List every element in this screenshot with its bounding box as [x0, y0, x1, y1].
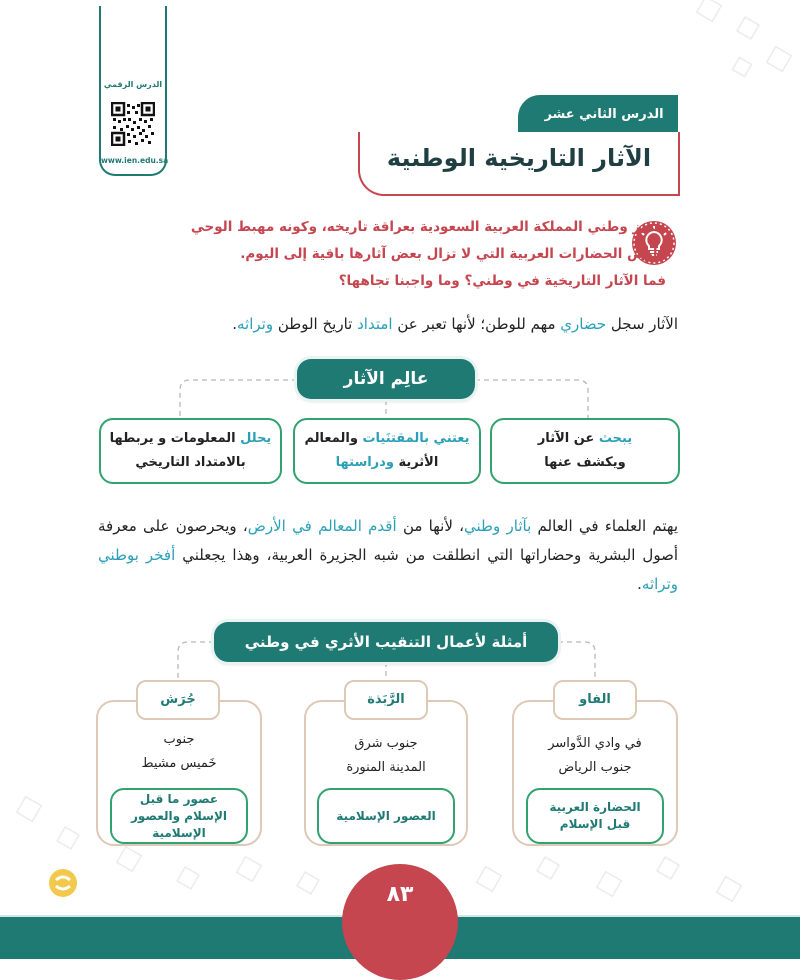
lesson-number-label: الدرس الثاني عشر: [544, 107, 664, 122]
site-era: الحضارة العربية قبل الإسلام: [549, 800, 641, 831]
site-location-line: جنوب الرياض: [558, 760, 632, 775]
archaeologist-pill: عالِم الآثار: [297, 359, 475, 399]
intro-line-2: وأرض الحضارات العربية التي لا تزال بعض آثارها باقية إلى اليوم.: [240, 246, 666, 262]
site-era-badge: [526, 788, 664, 844]
highlight-word: وتراثه: [237, 315, 274, 333]
lesson-title: الآثار التاريخية الوطنية: [386, 144, 652, 172]
page-number-badge: [342, 864, 458, 980]
role-highlight: يحلل: [240, 431, 272, 446]
digital-lesson-label: الدرس الرقمي: [103, 80, 163, 89]
paragraph-text: ، ويحرصون على معرفة أصول البشرية وحضاراتها التي انطلقت من شبه الجزيرة العربية، وهذا يجعلني: [98, 517, 678, 564]
paragraph-text: .: [232, 315, 237, 333]
site-location-line: جنوب: [163, 732, 195, 747]
digital-lesson-url[interactable]: www.ien.edu.sa: [101, 156, 169, 165]
site-location: [304, 732, 468, 780]
site-era: العصور الإسلامية: [336, 808, 436, 823]
site-location-line: جنوب شرق: [354, 736, 418, 751]
paragraph-text: يهتم العلماء في العالم: [531, 517, 678, 535]
site-location-line: المدينة المنورة: [346, 760, 426, 775]
site-era: عصور ما قبل الإسلام والعصور الإسلامية: [130, 791, 228, 840]
paragraph-text: مهم للوطن؛ لأنها تعبر عن: [392, 315, 561, 333]
highlight-word: أفخر بوطني وتراثه: [98, 546, 678, 593]
publisher-logo-icon: [46, 866, 80, 900]
role-highlight: يعتني بالمقتنَيات: [362, 431, 470, 446]
role-text: المعلومات و يربطها: [109, 431, 241, 446]
site-era-badge: [110, 788, 248, 844]
site-location: [96, 728, 262, 776]
role-highlight: ودراستها: [335, 455, 394, 470]
site-name: جُرَش: [136, 680, 220, 720]
paragraph-text: الآثار سجل: [606, 315, 678, 333]
role-text: بالامتداد التاريخي: [135, 455, 246, 470]
highlight-word: حضاري: [560, 315, 607, 333]
paragraph-text: ، لأنها من: [396, 517, 465, 535]
excavation-examples-pill: أمثلة لأعمال التنقيب الأثري في وطني: [214, 622, 558, 662]
role-text: والمعالم: [304, 431, 363, 446]
highlight-word: امتداد: [357, 315, 393, 333]
site-location-line: خَميس مشيط: [141, 756, 217, 771]
site-name: الفاو: [553, 680, 637, 720]
role-text: عن الآثار: [537, 431, 599, 446]
paragraph-text: تاريخ الوطن: [273, 315, 358, 333]
site-era-badge: [317, 788, 455, 844]
page-number: ٨٣: [386, 882, 414, 907]
paragraph-text: .: [637, 575, 642, 593]
site-name: الرَّبَذة: [344, 680, 428, 720]
site-location-line: في وادي الدَّواسر: [548, 736, 642, 751]
role-text: الأثرية: [393, 455, 439, 470]
site-location: [512, 732, 678, 780]
intro-line-1: يتميز وطني المملكة العربية السعودية بعراقة تاريخه، وكونه مهبط الوحي: [190, 219, 666, 235]
role-highlight: يبحث: [598, 431, 633, 446]
highlight-word: أقدم المعالم في الأرض: [247, 517, 397, 535]
intro-line-3: فما الآثار التاريخية في وطني؟ وما واجبنا تجاهها؟: [338, 273, 666, 289]
highlight-word: بآثار وطني: [464, 517, 532, 535]
role-text: ويكشف عنها: [544, 455, 626, 470]
